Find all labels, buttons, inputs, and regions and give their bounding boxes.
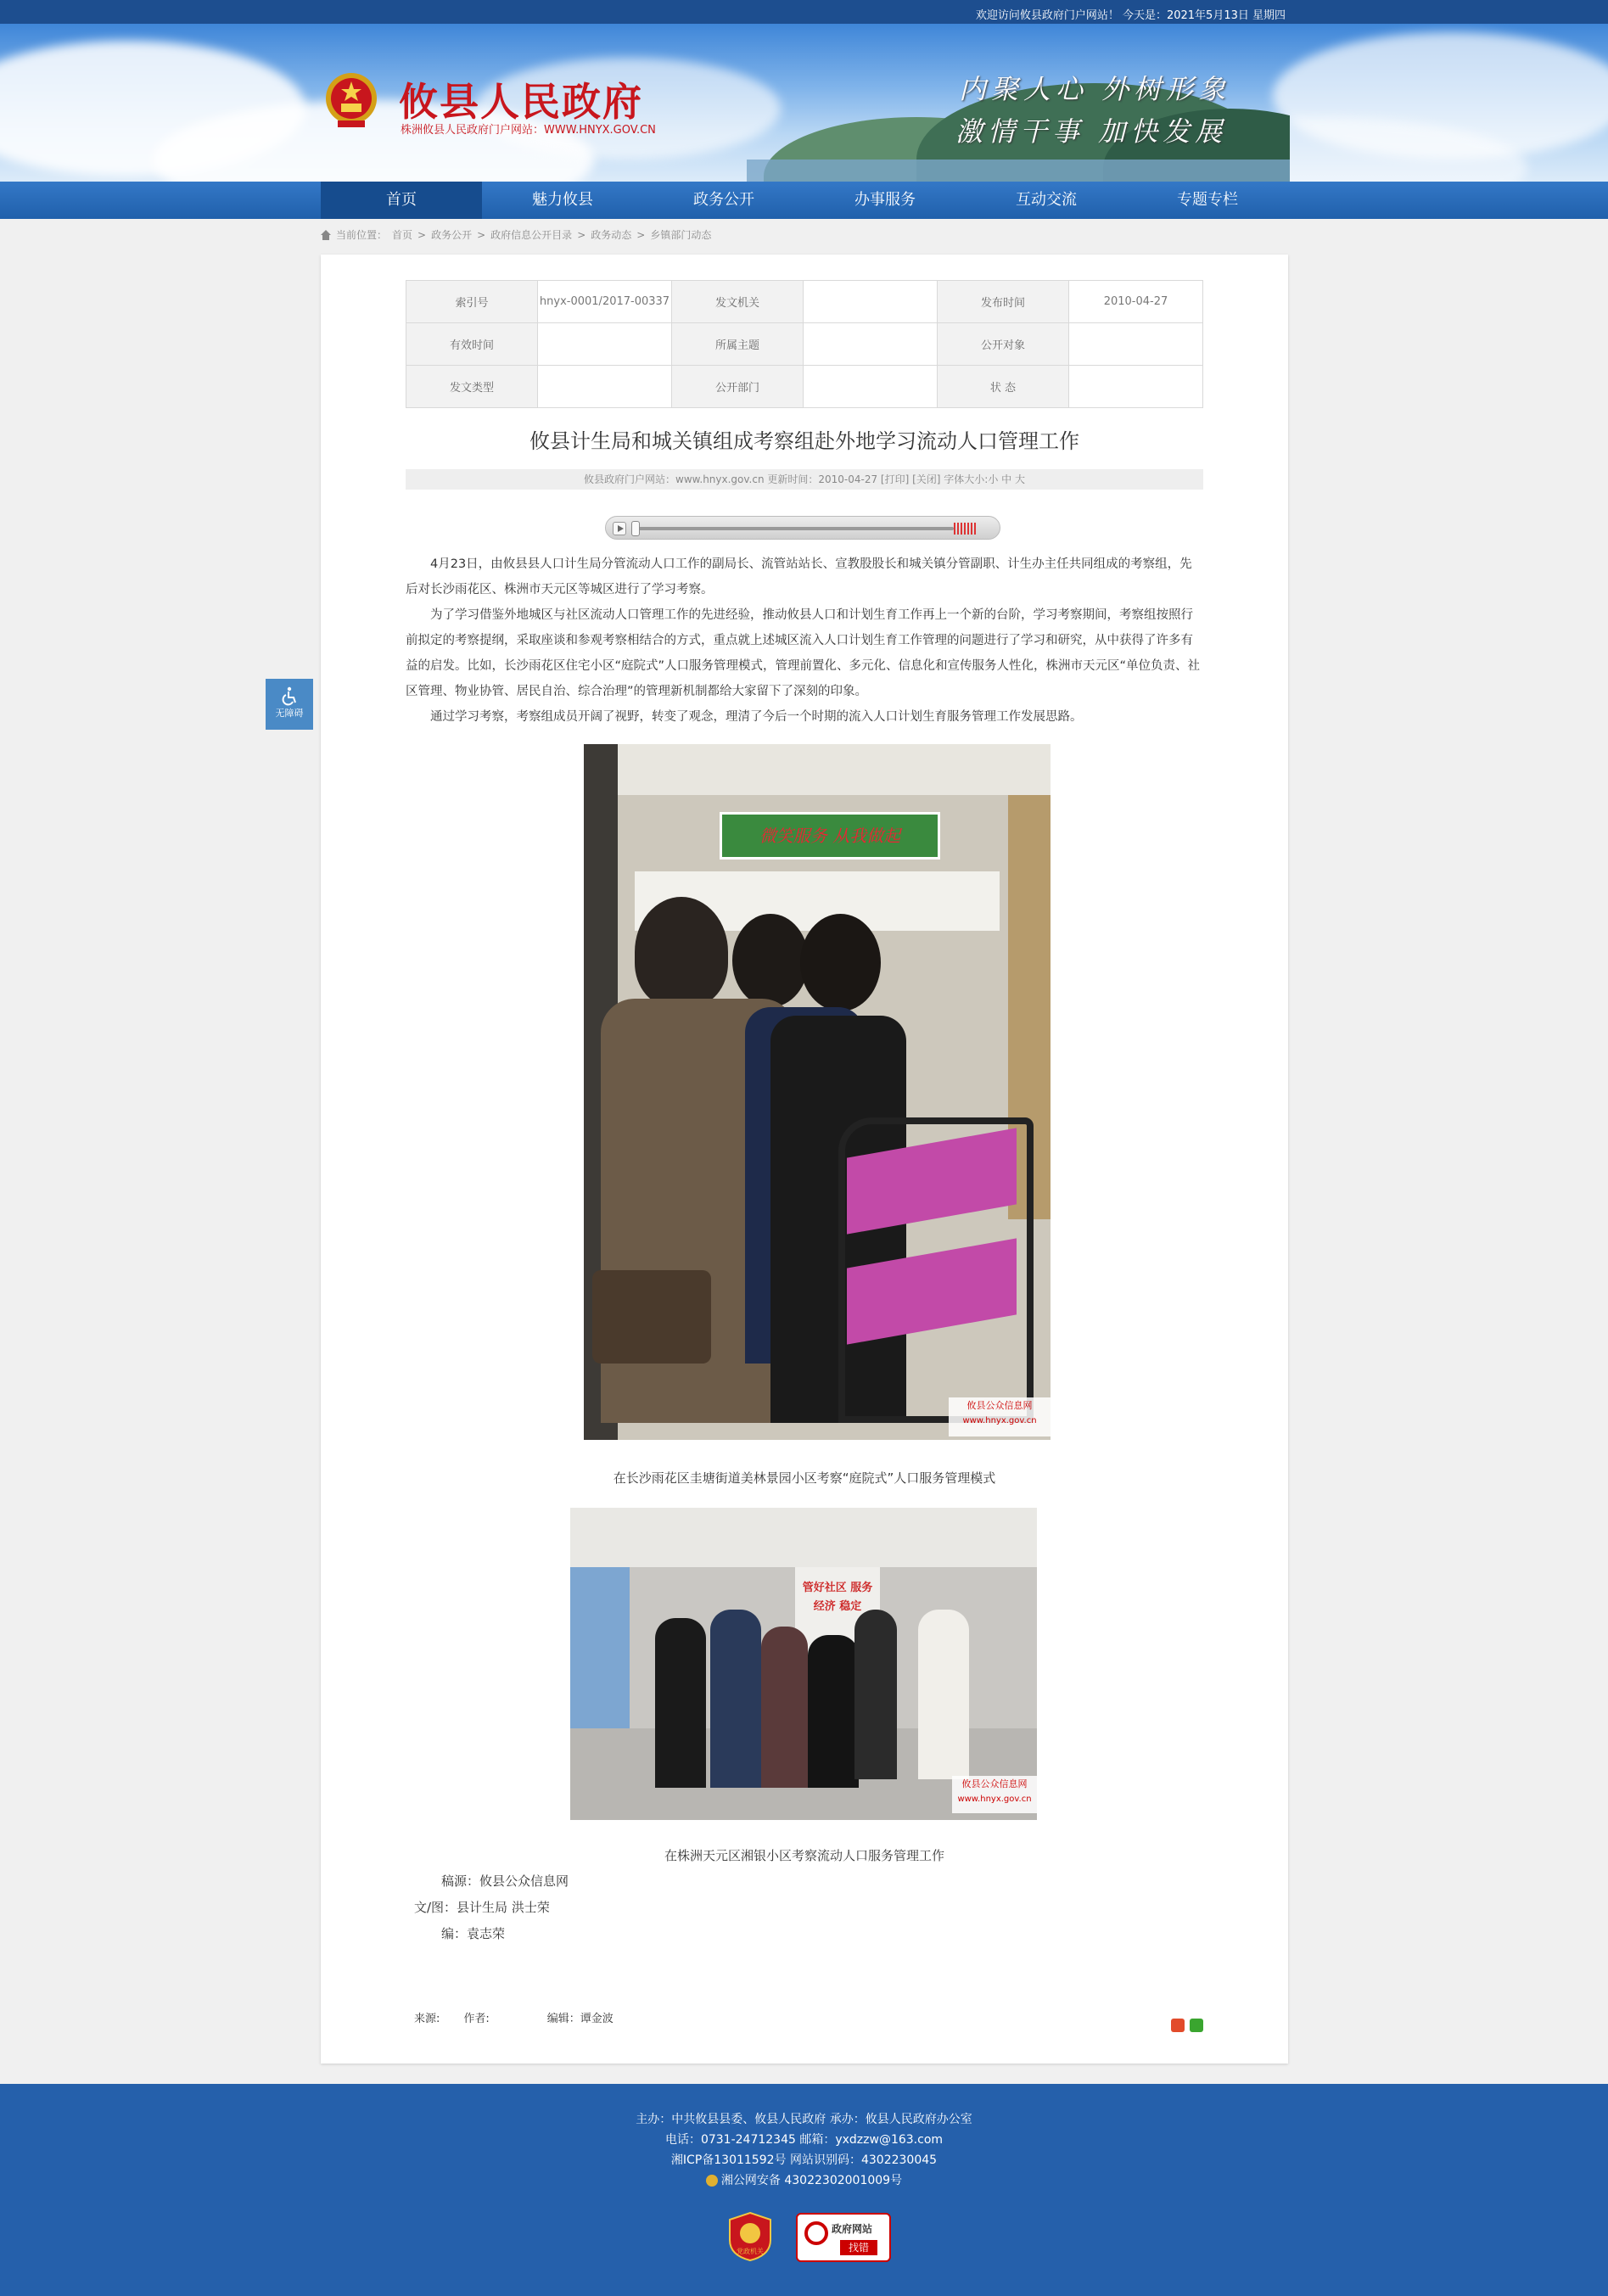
site-subtitle: 株洲攸县人民政府门户网站：WWW.HNYX.GOV.CN <box>401 124 656 137</box>
info-label: 公开对象 <box>938 323 1069 366</box>
info-label: 状 态 <box>938 366 1069 408</box>
info-label: 有效时间 <box>406 323 538 366</box>
credit-editor: 编：袁志荣 <box>441 1926 506 1941</box>
info-value <box>538 323 672 366</box>
breadcrumb-link-dept-news[interactable]: 乡镇部门动态 <box>650 229 712 241</box>
foot-source: 来源: <box>414 2013 440 2025</box>
main-nav <box>0 182 1608 219</box>
article-title: 攸县计生局和城关镇组成考察组赴外地学习流动人口管理工作 <box>529 429 1079 453</box>
info-value <box>1069 366 1203 408</box>
breadcrumb-link-catalog[interactable]: 政府信息公开目录 <box>490 229 573 241</box>
play-icon[interactable] <box>613 522 626 535</box>
footer-police-record: 湘公网安备 43022302001009号 <box>0 2170 1608 2191</box>
gov-website-error-report-badge[interactable] <box>796 2213 891 2262</box>
nav-item-government-affairs[interactable]: 政务公开 <box>693 191 754 209</box>
nav-item-services[interactable]: 办事服务 <box>854 191 916 209</box>
slogan-line-2: 激情干事 加快发展 <box>955 115 1228 148</box>
footer-organizer: 主办：中共攸县县委、攸县人民政府 承办：攸县人民政府办公室 <box>636 2113 972 2126</box>
info-value <box>538 366 672 408</box>
share-weibo-icon[interactable] <box>1171 2019 1185 2032</box>
article-meta: 攸县政府门户网站：www.hnyx.gov.cn 更新时间：2010-04-27 [打印] [关闭] 字体大小:小 中 大 <box>406 469 1203 490</box>
credit-source: 稿源：攸县公众信息网 <box>441 1873 569 1889</box>
slogan-line-1: 内聚人心 外树形象 <box>959 73 1231 105</box>
header-banner <box>0 24 1608 182</box>
nav-item-interaction[interactable]: 互动交流 <box>1016 191 1077 209</box>
article-paragraph: 4月23日，由攸县县人口计生局分管流动人口工作的副局长、流管站站长、宣教股股长和城关镇分管副职、计生办主任共同组成的考察组，先后对长沙雨花区、株洲市天元区等城区进行了学习考察。 <box>406 557 1192 596</box>
article-body <box>406 552 1203 730</box>
article-photo-2 <box>570 1508 1037 1820</box>
national-emblem-icon <box>324 70 378 131</box>
info-value: hnyx-0001/2017-00337 <box>538 281 672 323</box>
magnifier-icon <box>804 2221 828 2245</box>
info-value <box>804 281 938 323</box>
footer-contact: 电话：0731-24712345 邮箱：yxdzzw@163.com <box>664 2133 944 2147</box>
home-icon <box>321 230 331 240</box>
audio-player[interactable] <box>605 516 1000 540</box>
breadcrumb-prefix: 当前位置： <box>336 229 388 241</box>
party-gov-agency-badge-icon[interactable] <box>728 2211 772 2262</box>
photo1-watermark: 攸县公众信息网 <box>966 1400 1033 1411</box>
breadcrumb <box>321 227 711 242</box>
breadcrumb-link-news[interactable]: 政务动态 <box>591 229 632 241</box>
badge-title: 政府网站 <box>832 2223 873 2235</box>
breadcrumb-separator: > <box>636 228 646 241</box>
share-buttons <box>1171 2019 1203 2032</box>
breadcrumb-separator: > <box>417 228 427 241</box>
breadcrumb-link-gov[interactable]: 政务公开 <box>431 229 473 241</box>
nav-item-special-topics[interactable]: 专题专栏 <box>1177 191 1238 209</box>
nav-item-charm[interactable]: 魅力攸县 <box>532 191 593 209</box>
nav-item-home[interactable]: 首页 <box>321 182 482 219</box>
document-info-table <box>406 280 1203 408</box>
article-photo-1 <box>584 744 1051 1440</box>
credit-author: 文/图：县计生局 洪士荣 <box>414 1900 550 1915</box>
site-footer <box>0 2084 1608 2296</box>
foot-editor: 编辑：谭金波 <box>546 2013 614 2025</box>
photo-1-caption: 在长沙雨花区圭塘街道美林景园小区考察“庭院式”人口服务管理模式 <box>613 1470 996 1486</box>
article-paragraph: 为了学习借鉴外地城区与社区流动人口管理工作的先进经验，推动攸县人口和计划生育工作再上一个新的台阶，学习考察期间，考察组按照行前拟定的考察提纲，采取座谈和参观考察相结合的方式，重点就上述城区流入人口计划生育工作管理的问题进行了学习和研究，从中获得了许多有益的启发。比如，长沙雨花区住宅小区“庭院式”人口服务管理模式，管理前置化、多元化、信息化和宣传服务人性化，株洲市天元区“单位负责、社区管理、物业协管、居民自治、综合治理”的管理新机制都给大家留下了深刻的印象。 <box>406 608 1201 698</box>
foot-author: 作者: <box>463 2013 490 2025</box>
volume-icon[interactable] <box>954 523 976 535</box>
photo-2-caption: 在株洲天元区湘银小区考察流动人口服务管理工作 <box>664 1848 944 1863</box>
info-label: 发文机关 <box>672 281 804 323</box>
breadcrumb-link-home[interactable]: 首页 <box>392 229 413 241</box>
police-badge-icon <box>706 2175 718 2187</box>
info-value <box>804 366 938 408</box>
info-value <box>804 323 938 366</box>
share-wechat-icon[interactable] <box>1190 2019 1203 2032</box>
article-panel <box>321 255 1288 2064</box>
photo1-sign-text: 微笑服务 从我做起 <box>759 826 901 846</box>
info-label: 所属主题 <box>672 323 804 366</box>
info-label: 发布时间 <box>938 281 1069 323</box>
info-label: 发文类型 <box>406 366 538 408</box>
footer-icp: 湘ICP备13011592号 网站识别码：4302230045 <box>670 2153 938 2167</box>
audio-progress-track[interactable] <box>635 527 954 530</box>
breadcrumb-separator: > <box>577 228 586 241</box>
breadcrumb-separator: > <box>477 228 486 241</box>
accessibility-label: 无障碍 <box>275 708 304 719</box>
accessibility-button[interactable] <box>266 679 313 730</box>
article-paragraph: 通过学习考察，考察组成员开阔了视野，转变了观念，理清了今后一个时期的流入人口计划生育服务管理工作发展思路。 <box>430 710 1083 724</box>
badge-gov-text: 党政机关 <box>737 2248 764 2255</box>
photo2-sign-text: 管好社区 服务经济 稳定 <box>802 1582 873 1613</box>
top-bar <box>0 0 1608 24</box>
info-label: 索引号 <box>406 281 538 323</box>
photo2-watermark-url: www.hnyx.gov.cn <box>957 1795 1032 1804</box>
badge-action: 找错 <box>840 2240 877 2255</box>
info-value: 2010-04-27 <box>1069 281 1203 323</box>
photo2-watermark: 攸县公众信息网 <box>961 1778 1028 1789</box>
info-label: 公开部门 <box>672 366 804 408</box>
welcome-text: 欢迎访问攸县政府门户网站！ 今天是：2021年5月13日 星期四 <box>975 9 1286 22</box>
photo1-watermark-url: www.hnyx.gov.cn <box>962 1416 1037 1425</box>
audio-progress-handle[interactable] <box>631 521 640 536</box>
info-value <box>1069 323 1203 366</box>
article-footer-line <box>414 2009 614 2025</box>
wheelchair-icon <box>279 686 300 706</box>
site-title: 攸县人民政府 <box>399 79 643 125</box>
article-credits <box>414 1868 569 1947</box>
